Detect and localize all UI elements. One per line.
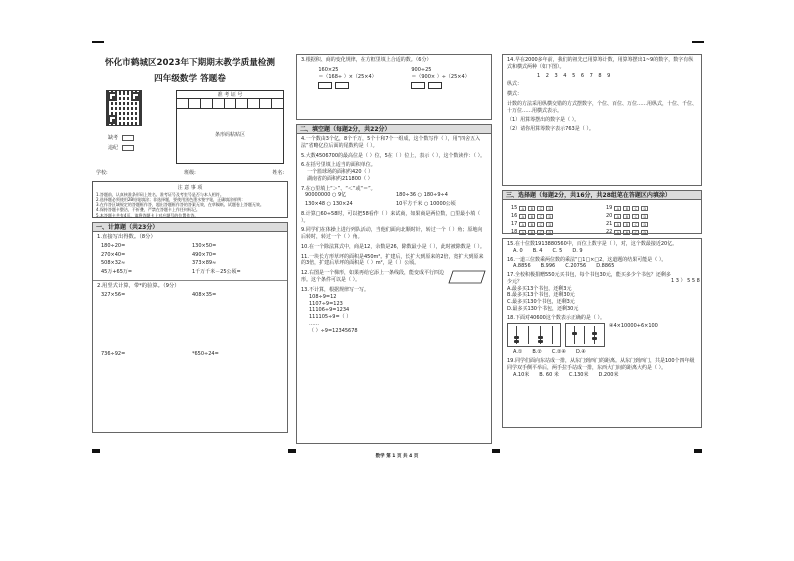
section-1-head: 一、计算题（共23分） (92, 222, 288, 232)
q3-answer-box[interactable] (428, 82, 442, 89)
q5: 5.大数4506700的最高位是（ ）位，5在（ ）位上，表示（ ），这个数读作：（ ）。 (301, 152, 486, 159)
name-label[interactable]: 姓名: (272, 170, 284, 176)
corner-mark-top-right (692, 41, 704, 43)
page-title: 怀化市鹤城区2023年下期期末教学质量检测 (104, 58, 275, 68)
section-2-box[interactable]: 4.一个数由3个亿，8个千万，5个十和7个一组成，这个数写作（ ），用“四舍五入法”省略亿位后面的尾数约是（ ）。 5.大数4506700的最高位是（ ）位，5在（ ）位上，表示（ ），这个数读作：（ ）。 6.在括号里填上适当的面积单位。 一个篮球场的面积约420（ ） 湖南省的面积约211800（ ） 7.在○里填上“＞”、“＜”或“＝”。 90000000 ○ 9亿 180÷36 ○ 180÷9÷4 130×48 ○ 130×24 10平方千米 ○ 10000公顷 8.计算□60÷58时，可以把58看作（ ）来试商，如果商是两位数，□里最小填（ ）。 9.同学们在体操上进行列队活动，当他们面向北顺时针，转过一个（ ）角；原地向后转时，转过一个（ ）角。 10.在一个除法算式中，商是12，余数是26，除数最小是（ ），此时被除数是（ ）。 11.一块长方形草坪的面积是450m²。扩建后，长扩大到原来的2倍，宽扩大到原来的3倍，扩建后草坪的面积是（ ）m²，是（ ）公顷。 12.右图是一个梯形，如果再给它添上一条线段，能变成平行四边形。这个条件可以是（ ）。 13.不计算，根据规律写一写。 108÷9=12 1107÷9=123 11106÷9=1234 111105÷9=（ ） …… （ ）÷9=12345678 (296, 134, 492, 444)
q11: 11.一块长方形草坪的面积是450m²。扩建后，长扩大到原来的2倍，宽扩大到原来的3倍，扩建后草坪的面积是（ ）m²，是（ ）公顷。 (301, 253, 484, 267)
q3-answer-box[interactable] (318, 82, 332, 89)
q3-box[interactable]: 3.根据积、商的变化规律，在方框里填上合适的数。（6分） 160×25 ＝（168÷ ）×（25×4） 900÷25 ＝（900× ）÷（25×4） (296, 54, 492, 120)
q15: 15.在十位数1913880560中，百位上数字是（ ），对，这个数最接近20亿。 (507, 241, 678, 247)
notice-item: 2.选择题必须使用2B铅笔填涂；非选择题，要使用黑色墨水签字笔，正确填涂样例： (96, 196, 246, 202)
section-2-head: 二、填空题（每题2分，共22分） (296, 124, 492, 134)
absent-field[interactable]: 缺考 (108, 134, 134, 141)
page-subtitle: 四年级数学 答题卷 (154, 74, 226, 84)
q3-answer-box[interactable] (411, 82, 425, 89)
q4: 4.一个数由3个亿，8个千万，5个十和7个一组成，这个数写作（ ），用“四舍五入法”省略亿位后面的尾数约是（ ）。 (301, 136, 481, 149)
choice-fill-area[interactable]: 15 A B C D 19 A B C D 16 A B C D 20 A B C D 17 A B C D 21 A B C D 18 A B C D 22 A B C D (502, 200, 702, 234)
barcode-area: 条形码粘贴区 (214, 132, 245, 138)
q1-title: 1.直接写出得数。（8分） (97, 233, 156, 240)
q19: 19.同学们面向东站成一排，从东门到西门的距离。从东门到西门，共是100个四年级同学双手侧平举后，两手拉手站成一排，东西大门间的距离大约是（ ）。 (507, 358, 695, 371)
school-label[interactable]: 学校: (96, 170, 108, 176)
q8: 8.计算□60÷58时，可以把58看作（ ）来试商，如果商是两位数，□里最小填（ ）。 (301, 210, 481, 224)
corner-mark-top-left (92, 41, 104, 43)
trapezoid-figure (447, 270, 487, 284)
q2-title: 2.用竖式计算，带*的验算。（9分） (97, 282, 180, 289)
q10: 10.在一个除法算式中，商是12，余数是26，除数最小是（ ），此时被除数是（ ）。 (301, 243, 485, 250)
q12: 12.右图是一个梯形，如果再给它添上一条线段，能变成平行四边形。这个条件可以是（ ）。 (301, 270, 444, 283)
q13: 13.不计算，根据规律写一写。 (301, 287, 369, 293)
section-3-questions: 15.在十位数1913880560中，百位上数字是（ ），对，这个数最接近20亿。 A. 0 B. 4 C. 5 D. 9 16.一道三位数乘两位数的乘法“□1□×□2，这道题的结果可能是（ ）。 A.8856 B.996 C.20756 D.8865 17.全校积极捐赠550元买书包，每个书包30元，能买多少个书包？还剩多少元？ A.最多买13个书包，还剩3元 B.最多买13个书包，还剩30元 C.最多买130个书包，还剩3元 D.最多买130个书包，还剩30元 1 3 ） 5 5 8 18.下面对40600这个数表示正确的是（ ）。 ④4×10000+6×100 A.① B.② C.②④ D.④ 19.同学们面向东站成一排，从东门到西门的距离。从东门到西门，共是100个四年级同学双手侧平举后，两手拉手站成一排，东西大门间的距离大约是（ ）。 A.10米 B. 60 米 C.130米 D.200米 (502, 238, 702, 428)
q18: 18.下面对40600这个数表示正确的是（ ）。 (507, 314, 605, 321)
class-label[interactable]: 班级: (184, 170, 196, 176)
notice-item: 5.本答题卡共有4页，请将答题卡上对应题号的位置作答。 (96, 212, 199, 218)
column-3 (502, 54, 702, 447)
student-info-row (92, 170, 288, 177)
q14-box[interactable]: 14.早在2000多年前，我们的祖先已用算筹计数，用算筹摆出1~9的数字，数字有纵式和横式两种（如下图）。 1 2 3 4 5 6 7 8 9 纵式： 横式： 计数的方法采用纵横交错的方式摆数字，个位、百位、万位……用纵式，十位、千位、十万位……用横式表示。 （1）用算筹摆出的数字是（ ）。 （2）请你用算筹数字表示763是（ ）。 (502, 54, 702, 186)
q9: 9.同学们在体操上进行列队活动，当他们面向北顺时针，转过一个（ ）角；原地向后转时，转过一个（ ）角。 (301, 227, 483, 240)
notice-item: 4.保持答题卡整洁，不折叠，严禁在答题卡上作任何标记。 (96, 207, 200, 213)
page-footer: 数学 第 1 页 共 4 页 (375, 454, 419, 459)
violation-field[interactable]: 违纪 (108, 144, 134, 151)
column-2 (296, 54, 492, 447)
notice-box: 注 意 事 项 1.答题前，认真核准条形码上姓名、准考证号及考室号是否与本人相符。 2.选择题必须使用2B铅笔填涂；非选择题，要使用黑色墨水签字笔，正确填涂样例： 3.在作答区域规定的答题框作答，超出答题框作答的答案无效，在草稿纸、试题卷上答题无效。 4.保持答题卡整洁，不折叠，严禁在答题卡上作任何标记。 5.本答题卡共有4页，请将答题卡上对应题号的位置作答。 (92, 181, 288, 218)
q7: 7.在○里填上“＞”、“＜”或“＝”。 (301, 185, 376, 192)
q3-answer-box[interactable] (335, 82, 349, 89)
q6: 6.在括号里填上适当的面积单位。 (301, 162, 376, 169)
candidate-info-area (92, 90, 288, 168)
abacus-figure (507, 323, 561, 347)
q16: 16.一道三位数乘两位数的乘法“□1□×□2，这道题的结果可能是（ ）。 (507, 256, 667, 263)
q3-title: 3.根据积、商的变化规律，在方框里填上合适的数。（6分） (301, 57, 432, 63)
q14: 14.早在2000多年前，我们的祖先已用算筹计数，用算筹摆出1~9的数字，数字有纵式和横式两种（如下图）。 (507, 57, 694, 70)
counting-frame-figure (565, 323, 605, 347)
q17-division-figure: 1 3 ） 5 5 8 (671, 278, 700, 284)
notice-item: 3.在作答区域规定的答题框作答，超出答题框作答的答案无效，在草稿纸、试题卷上答题无效。 (96, 202, 264, 208)
section-1-box[interactable]: 1.直接写出得数。（8分） 180÷20= 130×50= 270×40= 490×70= 508×32≈ 373×89≈ 45万+65万= 1千万千米－25公顷= 2.用竖式计算，带*的验算。（9分） 327×56= 408×35= 736÷92= *650÷24= (92, 232, 288, 433)
qr-code-icon (106, 90, 142, 126)
exam-number-box: 准 考 证 号 条形码粘贴区 (176, 90, 284, 164)
section-3-head: 三、选择题（每题2分，共16分，共28组笔在答题区内填涂） (502, 190, 702, 200)
violation-checkbox[interactable] (122, 145, 134, 151)
q17: 17.全校积极捐赠550元买书包，每个书包30元，能买多少个书包？还剩多少元？ (507, 272, 671, 285)
column-1 (92, 54, 288, 447)
absent-checkbox[interactable] (122, 135, 134, 141)
notice-item: 1.答题前，认真核准条形码上姓名、准考证号及考室号是否与本人相符。 (96, 191, 224, 197)
exam-number-cells[interactable] (177, 99, 283, 109)
